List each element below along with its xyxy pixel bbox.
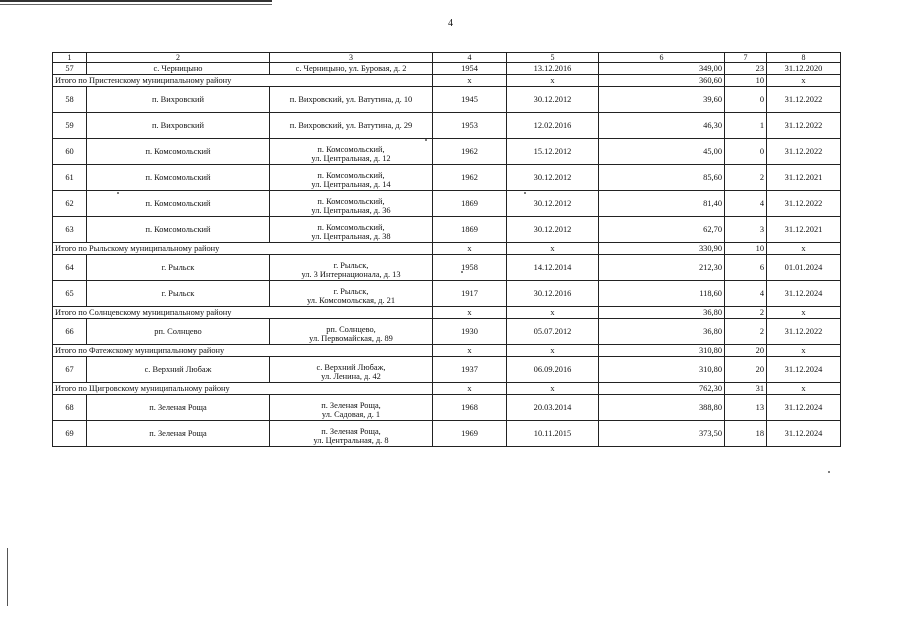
area-cell: 388,80 — [599, 395, 725, 421]
year-cell: 1968 — [433, 395, 507, 421]
column-number: 3 — [270, 53, 433, 63]
settlement-cell: п. Комсомольский — [87, 217, 270, 243]
table-row — [53, 255, 841, 281]
count-cell: 2 — [725, 319, 767, 345]
area-cell: 360,60 — [599, 75, 725, 87]
address-line: п. Комсомольский, — [317, 196, 385, 206]
deadline-cell: 01.01.2024 — [767, 255, 841, 281]
settlement-cell: п. Комсомольский — [87, 191, 270, 217]
year-cell: 1937 — [433, 357, 507, 383]
date-cell: х — [507, 75, 599, 87]
year-cell: х — [433, 75, 507, 87]
row-number-cell: 59 — [53, 113, 87, 139]
row-number-cell: 63 — [53, 217, 87, 243]
count-cell: 13 — [725, 395, 767, 421]
date-cell: 14.12.2014 — [507, 255, 599, 281]
deadline-cell: 31.12.2022 — [767, 191, 841, 217]
address-cell — [270, 165, 433, 191]
date-cell: 12.02.2016 — [507, 113, 599, 139]
date-cell: 10.11.2015 — [507, 421, 599, 447]
left-margin-mark — [7, 548, 8, 606]
district-total-label: Итого по Щигровскому муниципальному району — [53, 383, 433, 395]
table-body — [53, 53, 841, 447]
date-cell: 30.12.2012 — [507, 191, 599, 217]
date-cell: х — [507, 383, 599, 395]
area-cell: 349,00 — [599, 63, 725, 75]
address-cell — [270, 139, 433, 165]
count-cell: 0 — [725, 139, 767, 165]
area-cell: 36,80 — [599, 307, 725, 319]
address-line: п. Зеленая Роща, — [321, 400, 381, 410]
address-line: ул. Центральная, д. 12 — [311, 154, 391, 164]
address-line: ул. Центральная, д. 14 — [311, 180, 391, 190]
area-cell: 310,80 — [599, 345, 725, 357]
address-line: п. Вихровский, ул. Ватутина, д. 10 — [289, 94, 413, 104]
count-cell: 6 — [725, 255, 767, 281]
area-cell: 762,30 — [599, 383, 725, 395]
area-cell: 373,50 — [599, 421, 725, 447]
deadline-cell: 31.12.2022 — [767, 113, 841, 139]
year-cell: 1954 — [433, 63, 507, 75]
address-line: г. Рыльск, — [333, 260, 369, 270]
address-line: ул. Центральная, д. 8 — [313, 436, 389, 446]
count-cell: 1 — [725, 113, 767, 139]
deadline-cell: х — [767, 75, 841, 87]
scan-speck — [828, 471, 830, 473]
address-line: ул. Садовая, д. 1 — [321, 410, 381, 420]
area-cell: 46,30 — [599, 113, 725, 139]
address-line: п. Зеленая Роща, — [321, 426, 381, 436]
table-row — [53, 139, 841, 165]
year-cell: х — [433, 345, 507, 357]
deadline-cell: х — [767, 345, 841, 357]
year-cell: 1962 — [433, 139, 507, 165]
row-number-cell: 65 — [53, 281, 87, 307]
year-cell: 1969 — [433, 421, 507, 447]
year-cell: 1945 — [433, 87, 507, 113]
table-row — [53, 217, 841, 243]
address-line: п. Комсомольский, — [317, 144, 385, 154]
table-row — [53, 395, 841, 421]
count-cell: 2 — [725, 307, 767, 319]
housing-table — [52, 52, 841, 447]
count-cell: 20 — [725, 345, 767, 357]
column-number: 4 — [433, 53, 507, 63]
address-cell — [270, 113, 433, 139]
address-cell — [270, 217, 433, 243]
row-number-cell: 62 — [53, 191, 87, 217]
count-cell: 31 — [725, 383, 767, 395]
date-cell: х — [507, 307, 599, 319]
address-cell — [270, 87, 433, 113]
date-cell: х — [507, 243, 599, 255]
address-cell — [270, 421, 433, 447]
row-number-cell: 68 — [53, 395, 87, 421]
address-line: п. Комсомольский, — [317, 222, 385, 232]
column-number: 1 — [53, 53, 87, 63]
area-cell: 45,00 — [599, 139, 725, 165]
count-cell: 10 — [725, 75, 767, 87]
date-cell: 13.12.2016 — [507, 63, 599, 75]
settlement-cell: с. Черницыно — [87, 63, 270, 75]
area-cell: 81,40 — [599, 191, 725, 217]
deadline-cell: х — [767, 243, 841, 255]
count-cell: 3 — [725, 217, 767, 243]
deadline-cell: х — [767, 307, 841, 319]
column-number: 2 — [87, 53, 270, 63]
row-number-cell: 67 — [53, 357, 87, 383]
address-line: ул. Первомайская, д. 89 — [309, 334, 393, 344]
top-rule-thin — [0, 4, 272, 5]
address-cell — [270, 63, 433, 75]
district-total-row — [53, 243, 841, 255]
date-cell: 05.07.2012 — [507, 319, 599, 345]
table-row — [53, 281, 841, 307]
deadline-cell: 31.12.2021 — [767, 165, 841, 191]
year-cell: х — [433, 383, 507, 395]
row-number-cell: 61 — [53, 165, 87, 191]
table-row — [53, 63, 841, 75]
settlement-cell: п. Зеленая Роща — [87, 395, 270, 421]
area-cell: 310,80 — [599, 357, 725, 383]
deadline-cell: х — [767, 383, 841, 395]
column-number: 7 — [725, 53, 767, 63]
date-cell: 30.12.2012 — [507, 87, 599, 113]
district-total-label: Итого по Пристенскому муниципальному району — [53, 75, 433, 87]
table-row — [53, 113, 841, 139]
date-cell: 30.12.2012 — [507, 165, 599, 191]
count-cell: 23 — [725, 63, 767, 75]
district-total-row — [53, 75, 841, 87]
count-cell: 2 — [725, 165, 767, 191]
column-number: 5 — [507, 53, 599, 63]
district-total-row — [53, 383, 841, 395]
year-cell: 1953 — [433, 113, 507, 139]
table-row — [53, 191, 841, 217]
settlement-cell: п. Комсомольский — [87, 139, 270, 165]
area-cell: 36,80 — [599, 319, 725, 345]
deadline-cell: 31.12.2024 — [767, 357, 841, 383]
count-cell: 0 — [725, 87, 767, 113]
row-number-cell: 66 — [53, 319, 87, 345]
table-row — [53, 87, 841, 113]
table-row — [53, 421, 841, 447]
address-line: ул. 3 Интернационала, д. 13 — [301, 270, 401, 280]
row-number-cell: 57 — [53, 63, 87, 75]
settlement-cell: рп. Солнцево — [87, 319, 270, 345]
year-cell: 1869 — [433, 217, 507, 243]
year-cell: 1962 — [433, 165, 507, 191]
district-total-label: Итого по Солнцевскому муниципальному району — [53, 307, 433, 319]
deadline-cell: 31.12.2021 — [767, 217, 841, 243]
address-line: п. Комсомольский, — [317, 170, 385, 180]
address-line: рп. Солнцево, — [326, 324, 376, 334]
count-cell: 20 — [725, 357, 767, 383]
date-cell: 15.12.2012 — [507, 139, 599, 165]
row-number-cell: 58 — [53, 87, 87, 113]
address-line: ул. Центральная, д. 38 — [311, 232, 391, 242]
address-cell — [270, 319, 433, 345]
year-cell: 1958 — [433, 255, 507, 281]
row-number-cell: 60 — [53, 139, 87, 165]
row-number-cell: 64 — [53, 255, 87, 281]
date-cell: 30.12.2012 — [507, 217, 599, 243]
deadline-cell: 31.12.2020 — [767, 63, 841, 75]
date-cell: 20.03.2014 — [507, 395, 599, 421]
address-cell — [270, 395, 433, 421]
page-number: 4 — [448, 18, 453, 29]
district-total-row — [53, 345, 841, 357]
district-total-label: Итого по Фатежскому муниципальному району — [53, 345, 433, 357]
column-number: 6 — [599, 53, 725, 63]
address-cell — [270, 255, 433, 281]
settlement-cell: п. Вихровский — [87, 87, 270, 113]
count-cell: 4 — [725, 281, 767, 307]
deadline-cell: 31.12.2024 — [767, 395, 841, 421]
address-line: г. Рыльск, — [333, 286, 369, 296]
district-total-row — [53, 307, 841, 319]
settlement-cell: с. Верхний Любаж — [87, 357, 270, 383]
area-cell: 212,30 — [599, 255, 725, 281]
year-cell: х — [433, 307, 507, 319]
count-cell: 10 — [725, 243, 767, 255]
area-cell: 85,60 — [599, 165, 725, 191]
address-cell — [270, 191, 433, 217]
settlement-cell: п. Вихровский — [87, 113, 270, 139]
deadline-cell: 31.12.2022 — [767, 139, 841, 165]
count-cell: 18 — [725, 421, 767, 447]
year-cell: 1917 — [433, 281, 507, 307]
table-row — [53, 357, 841, 383]
deadline-cell: 31.12.2024 — [767, 421, 841, 447]
settlement-cell: п. Комсомольский — [87, 165, 270, 191]
deadline-cell: 31.12.2022 — [767, 319, 841, 345]
top-rule — [0, 0, 272, 2]
count-cell: 4 — [725, 191, 767, 217]
address-line: ул. Ленина, д. 42 — [321, 372, 381, 382]
area-cell: 118,60 — [599, 281, 725, 307]
year-cell: 1869 — [433, 191, 507, 217]
address-line: п. Вихровский, ул. Ватутина, д. 29 — [289, 120, 413, 130]
date-cell: 30.12.2016 — [507, 281, 599, 307]
deadline-cell: 31.12.2022 — [767, 87, 841, 113]
district-total-label: Итого по Рыльскому муниципальному району — [53, 243, 433, 255]
settlement-cell: г. Рыльск — [87, 281, 270, 307]
year-cell: 1930 — [433, 319, 507, 345]
table-row — [53, 319, 841, 345]
area-cell: 330,90 — [599, 243, 725, 255]
address-cell — [270, 357, 433, 383]
year-cell: х — [433, 243, 507, 255]
address-line: с. Верхний Любаж, — [316, 362, 386, 372]
column-number-row — [53, 53, 841, 63]
row-number-cell: 69 — [53, 421, 87, 447]
settlement-cell: п. Зеленая Роща — [87, 421, 270, 447]
address-line: ул. Комсомольская, д. 21 — [306, 296, 396, 306]
deadline-cell: 31.12.2024 — [767, 281, 841, 307]
column-number: 8 — [767, 53, 841, 63]
address-line: ул. Центральная, д. 36 — [311, 206, 391, 216]
area-cell: 62,70 — [599, 217, 725, 243]
address-cell — [270, 281, 433, 307]
table-row — [53, 165, 841, 191]
address-line: с. Черницыно, ул. Буровая, д. 2 — [295, 63, 407, 73]
date-cell: 06.09.2016 — [507, 357, 599, 383]
area-cell: 39,60 — [599, 87, 725, 113]
settlement-cell: г. Рыльск — [87, 255, 270, 281]
date-cell: х — [507, 345, 599, 357]
